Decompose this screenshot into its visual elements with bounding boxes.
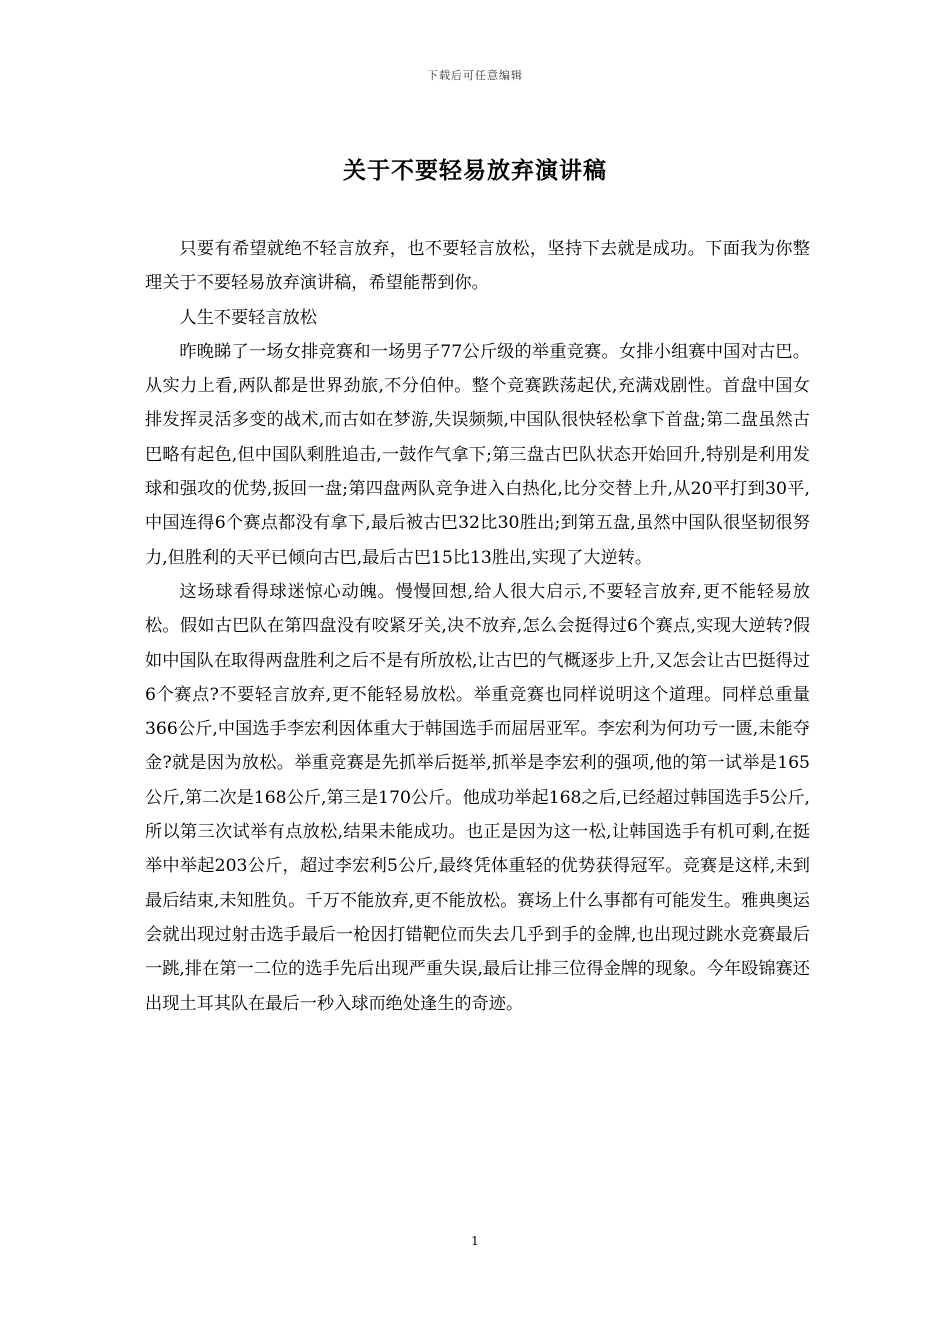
document-body [145, 232, 810, 1021]
paragraph: 这场球看得球迷惊心动魄。慢慢回想,给人很大启示,不要轻言放弃,更不能轻易放松。假如古巴队在第四盘没有咬紧牙关,决不放弃,怎么会挺得过6个赛点,实现大逆转?假如中国队在取得两盘胜利之后不是有所放松,让古巴的气概逐步上升,又怎会让古巴挺得过6个赛点?不要轻言放弃,更不能轻易放松。举重竞赛也同样说明这个道理。同样总重量366公斤,中国选手李宏利因体重大于韩国选手而屈居亚军。李宏利为何功亏一匮,未能夺金?就是因为放松。举重竞赛是先抓举后挺举,抓举是李宏利的强项,他的第一试举是165公斤,第二次是168公斤,第三是170公斤。他成功举起168之后,已经超过韩国选手5公斤,所以第三次试举有点放松,结果未能成功。也正是因为这一松,让韩国选手有机可剩,在挺举中举起203公斤，超过李宏利5公斤,最终凭体重轻的优势获得冠军。竞赛是这样,未到最后结束,未知胜负。千万不能放弃,更不能放松。赛场上什么事都有可能发生。雅典奥运会就出现过射击选手最后一枪因打错靶位而失去几乎到手的金牌,也出现过跳水竞赛最后一跳,排在第一二位的选手先后出现严重失误,最后让排三位得金牌的现象。今年殴锦赛还出现土耳其队在最后一秒入球而绝处逢生的奇迹。 [145, 581, 810, 1014]
section-heading: 人生不要轻言放松 [179, 307, 317, 328]
page-number: 1 [471, 1234, 479, 1248]
page-header: 下载后可任意编辑 [427, 69, 523, 82]
paragraph: 只要有希望就绝不轻言放弃，也不要轻言放松，坚持下去就是成功。下面我为你整理关于不要轻易放弃演讲稿，希望能帮到你。 [145, 239, 810, 294]
paragraph: 昨晚睇了一场女排竞赛和一场男子77公斤级的举重竞赛。女排小组赛中国对古巴。从实力上看,两队都是世界劲旅,不分伯仲。整个竞赛跌荡起伏,充满戏剧性。首盘中国女排发挥灵活多变的战术,而古如在梦游,失误频频,中国队很快轻松拿下首盘;第二盘虽然古巴略有起色,但中国队剩胜追击,一鼓作气拿下;第三盘古巴队状态开始回升,特别是利用发球和强攻的优势,扳回一盘;第四盘两队竞争进入白热化,比分交替上升,从20平打到30平,中国连得6个赛点都没有拿下,最后被古巴32比30胜出;到第五盘,虽然中国队很坚韧很努力,但胜利的天平已倾向古巴,最后古巴15比13胜出,实现了大逆转。 [145, 341, 810, 568]
document-title: 关于不要轻易放弃演讲稿 [343, 157, 607, 184]
